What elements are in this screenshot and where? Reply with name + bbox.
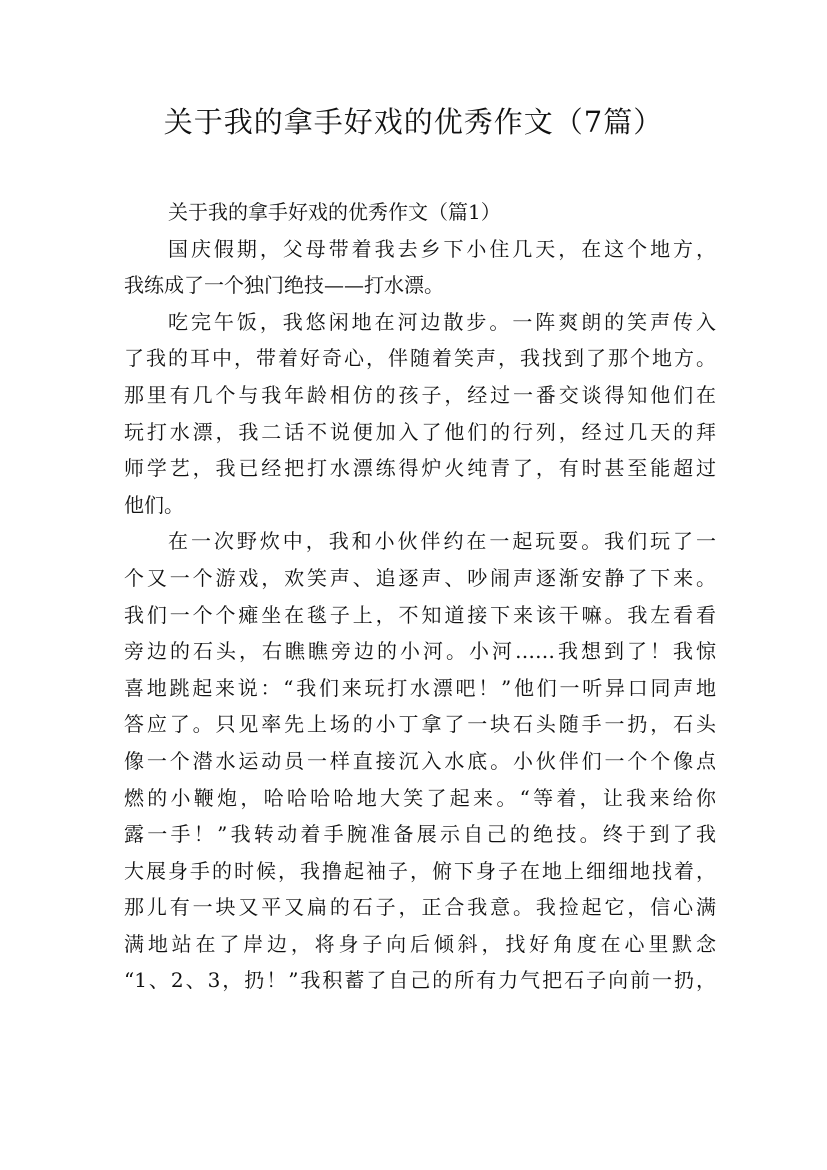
section-title: 关于我的拿手好戏的优秀作文（篇1） [168, 200, 501, 224]
document-body [124, 194, 716, 999]
paragraph-2-line-2: 了我的耳中，带着好奇心，伴随着笑声，我找到了那个地方。 [124, 346, 716, 371]
paragraph-1-line-2: 我练成了一个独门绝技——打水漂。 [124, 273, 444, 298]
paragraph-3-line-8: 燃的小鞭炮，哈哈哈哈地大笑了起来。“等着，让我来给你 [124, 785, 716, 810]
paragraph-3-line-7: 像一个潜水运动员一样直接沉入水底。小伙伴们一个个像点 [124, 748, 716, 773]
paragraph-2-line-5: 师学艺，我已经把打水漂练得炉火纯青了，有时甚至能超过 [124, 456, 716, 481]
paragraph-3-line-13: “1、2、3，扔！”我积蓄了自己的所有力气把石子向前一扔， [124, 968, 716, 993]
paragraph-2-line-6: 他们。 [124, 492, 184, 517]
paragraph-3-line-4: 旁边的石头，右瞧瞧旁边的小河。小河……我想到了！我惊 [124, 639, 716, 664]
paragraph-2-line-4: 玩打水漂，我二话不说便加入了他们的行列，经过几天的拜 [124, 419, 716, 444]
paragraph-3-line-6: 答应了。只见率先上场的小丁拿了一块石头随手一扔，石头 [124, 712, 716, 737]
paragraph-3-line-1: 在一次野炊中，我和小伙伴约在一起玩耍。我们玩了一 [168, 529, 716, 554]
paragraph-3-line-10: 大展身手的时候，我撸起袖子，俯下身子在地上细细地找着， [124, 858, 716, 883]
paragraph-1-line-1: 国庆假期，父母带着我去乡下小住几天，在这个地方， [168, 236, 716, 261]
paragraph-2-line-3: 那里有几个与我年龄相仿的孩子，经过一番交谈得知他们在 [124, 382, 716, 407]
document-title: 关于我的拿手好戏的优秀作文（7篇） [163, 105, 664, 139]
paragraph-2-line-1: 吃完午饭，我悠闲地在河边散步。一阵爽朗的笑声传入 [168, 309, 716, 334]
paragraph-3-line-9: 露一手！”我转动着手腕准备展示自己的绝技。终于到了我 [124, 822, 716, 847]
paragraph-3-line-5: 喜地跳起来说：“我们来玩打水漂吧！”他们一听异口同声地 [124, 675, 716, 700]
paragraph-3-line-11: 那儿有一块又平又扁的石子，正合我意。我捡起它，信心满 [124, 895, 716, 920]
paragraph-3-line-3: 我们一个个瘫坐在毯子上，不知道接下来该干嘛。我左看看 [124, 602, 716, 627]
paragraph-3-line-2: 个又一个游戏，欢笑声、追逐声、吵闹声逐渐安静了下来。 [124, 565, 716, 590]
paragraph-3-line-12: 满地站在了岸边，将身子向后倾斜，找好角度在心里默念 [124, 931, 716, 956]
